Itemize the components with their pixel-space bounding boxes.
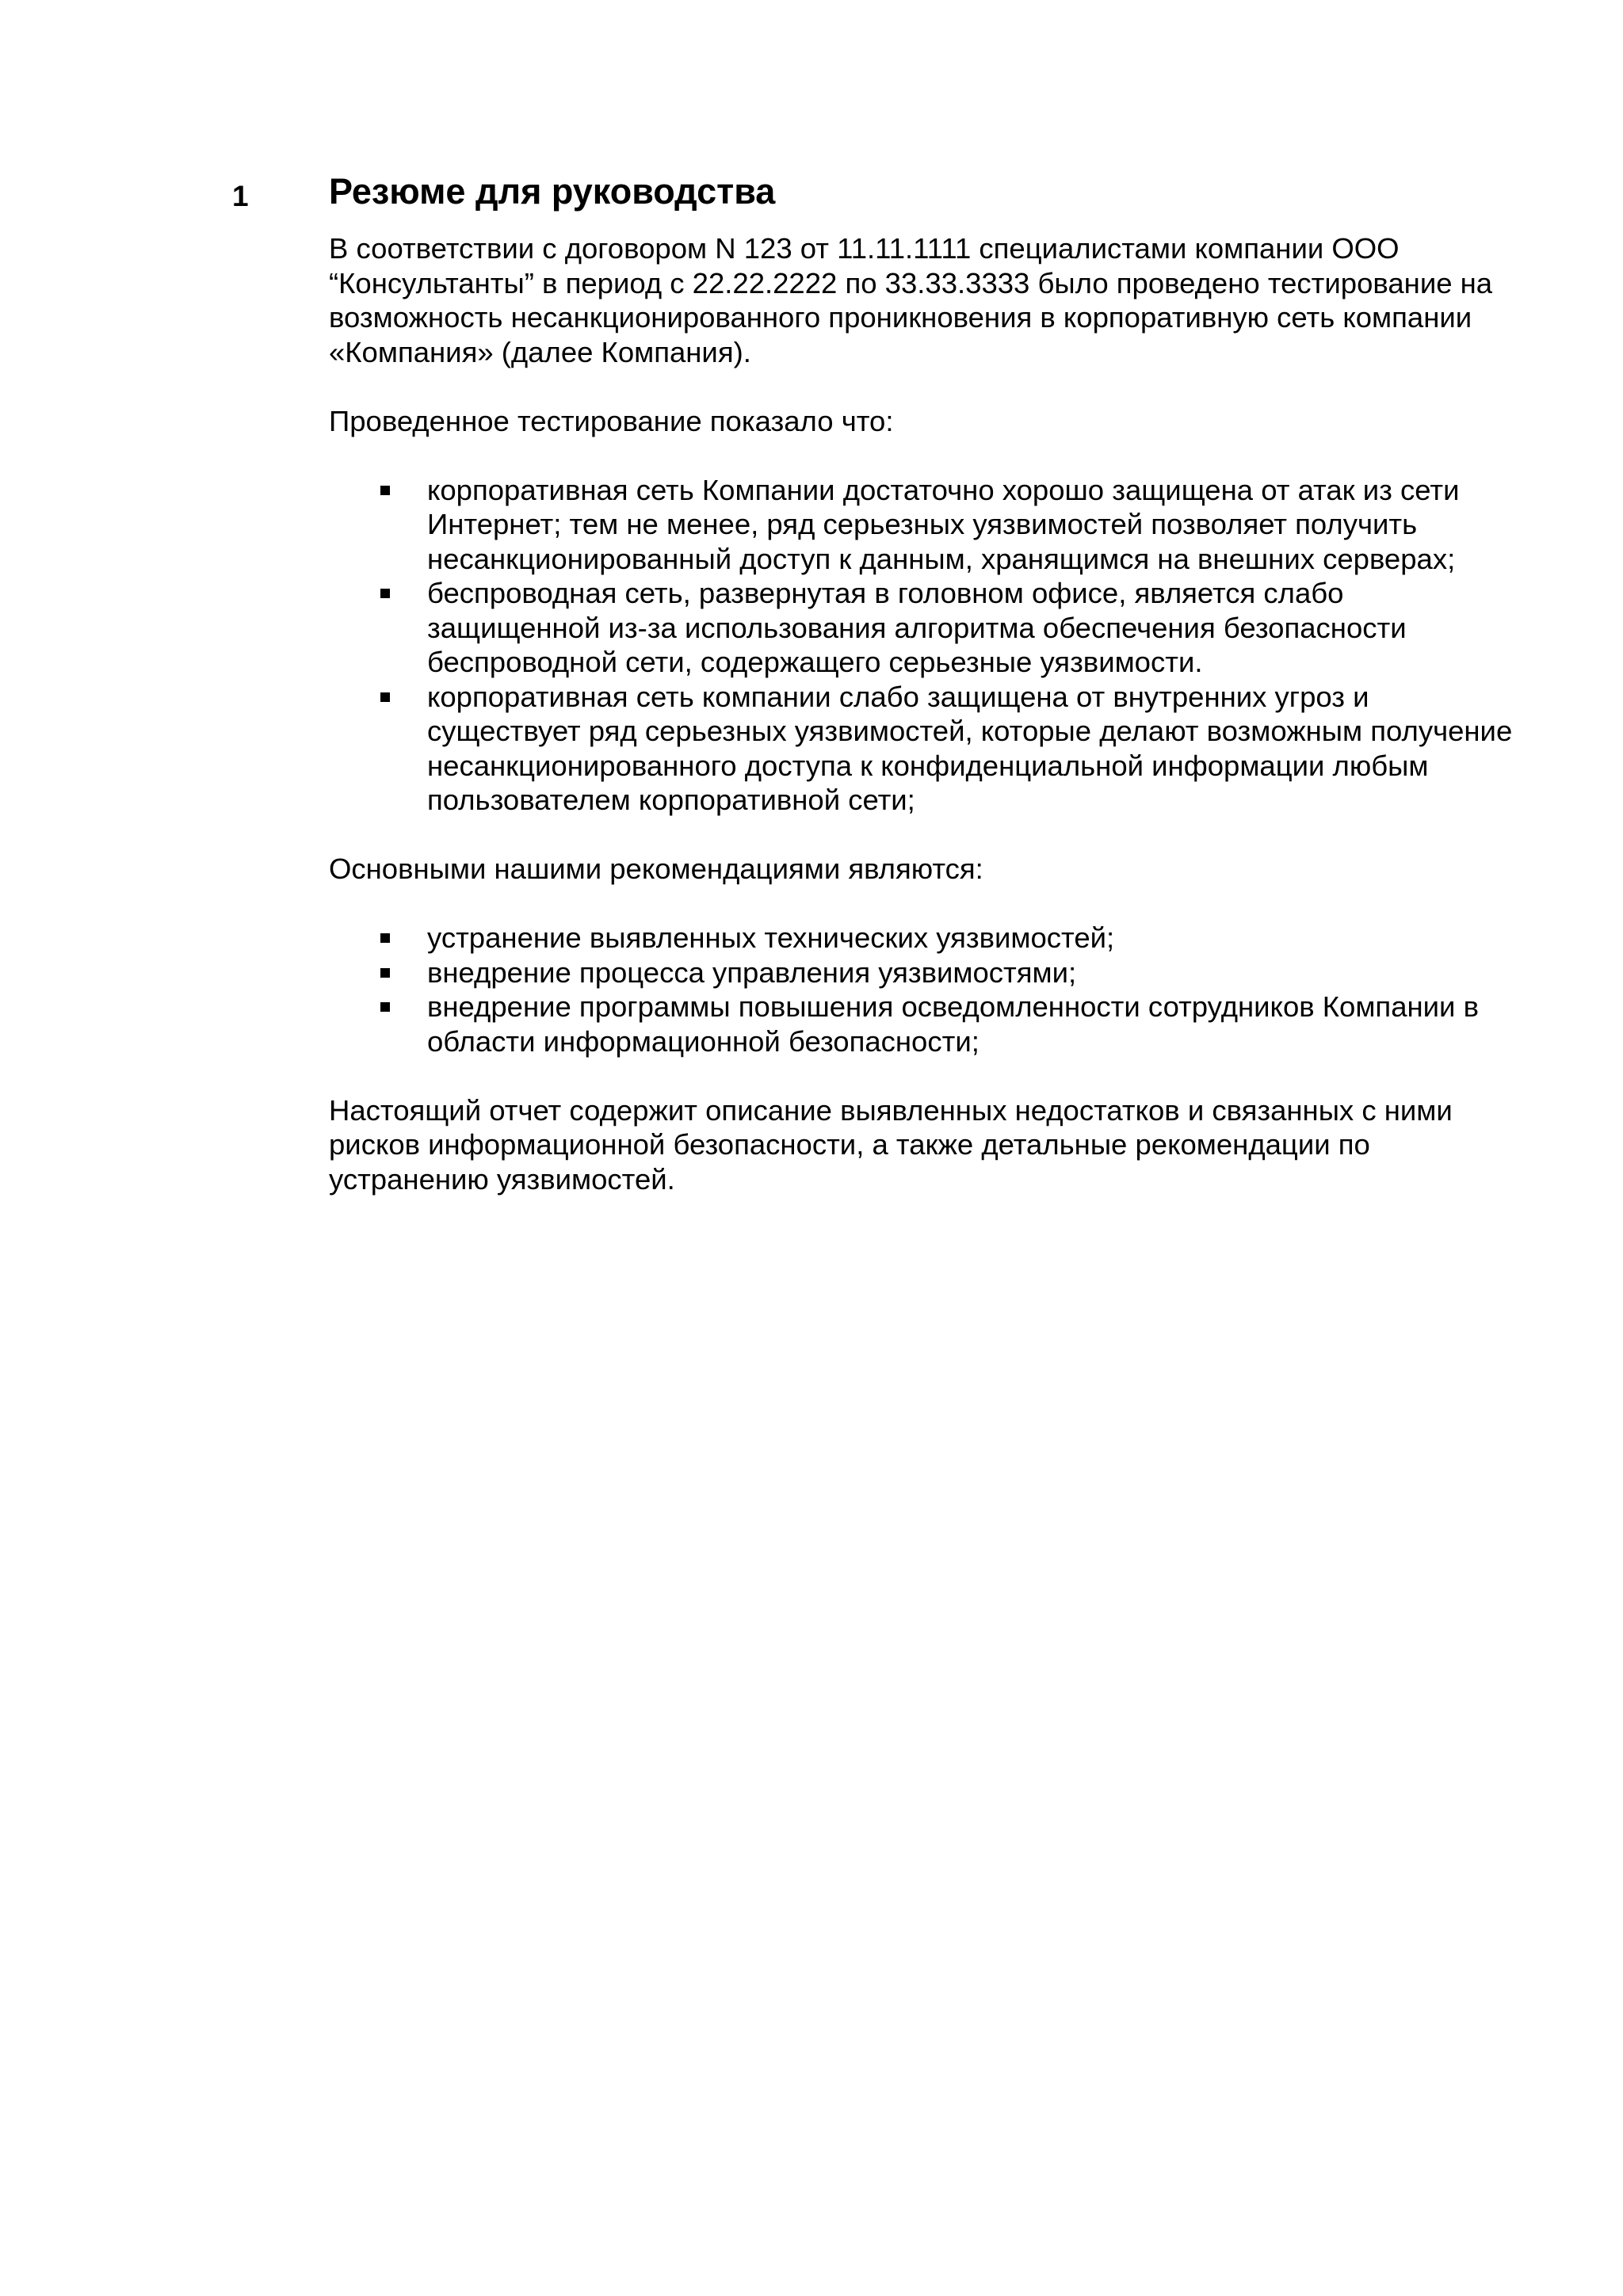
list-item [329, 921, 1518, 955]
closing-paragraph: Настоящий отчет содержит описание выявленных недостатков и связанных с ними рисков информационной безопасности, а также детальные рекомендации по устранению уязвимостей. [329, 1093, 1453, 1196]
recommendations-lead: Основными нашими рекомендациями являются: [329, 852, 983, 885]
list-item [329, 990, 1518, 1058]
finding-text: корпоративная сеть компании слабо защищена от внутренних угроз и существует ряд серьезных уязвимостей, которые делают возможным получение несанкционированного доступа к конфиденциальной информации любым пользователем корпоративной сети; [427, 680, 1513, 816]
recommendations-list [329, 921, 1518, 1058]
list-item [329, 955, 1518, 990]
intro-paragraph: В соответствии с договором N 123 от 11.11.1111 специалистами компании ООО “Консультанты” в период с 22.22.2222 по 33.33.3333 было проведено тестирование на возможность несанкционированного проникновения в корпоративную сеть компании «Компания» (далее Компания). [329, 232, 1493, 368]
bullet-square-icon [380, 968, 390, 978]
list-item [329, 576, 1518, 680]
section-title: Резюме для руководства [329, 171, 776, 212]
recommendation-text: внедрение процесса управления уязвимостями; [427, 955, 1077, 989]
findings-list [329, 473, 1518, 818]
bullet-square-icon [380, 1002, 390, 1012]
section-body [329, 231, 1518, 1196]
section-heading [232, 168, 1540, 223]
bullet-square-icon [380, 486, 390, 495]
list-item [329, 680, 1518, 818]
bullet-square-icon [380, 589, 390, 598]
section-number: 1 [232, 180, 249, 212]
finding-text: корпоративная сеть Компании достаточно хорошо защищена от атак из сети Интернет; тем не менее, ряд серьезных уязвимостей позволяет получить несанкционированный доступ к данным, хранящимся на внешних серверах; [427, 473, 1460, 575]
recommendation-text: внедрение программы повышения осведомленности сотрудников Компании в области информационной безопасности; [427, 990, 1479, 1058]
recommendation-text: устранение выявленных технических уязвимостей; [427, 921, 1115, 954]
bullet-square-icon [380, 692, 390, 702]
finding-text: беспроводная сеть, развернутая в головном офисе, является слабо защищенной из-за использования алгоритма обеспечения безопасности беспроводной сети, содержащего серьезные уязвимости. [427, 577, 1407, 678]
findings-lead: Проведенное тестирование показало что: [329, 404, 894, 437]
bullet-square-icon [380, 933, 390, 943]
list-item [329, 473, 1518, 577]
